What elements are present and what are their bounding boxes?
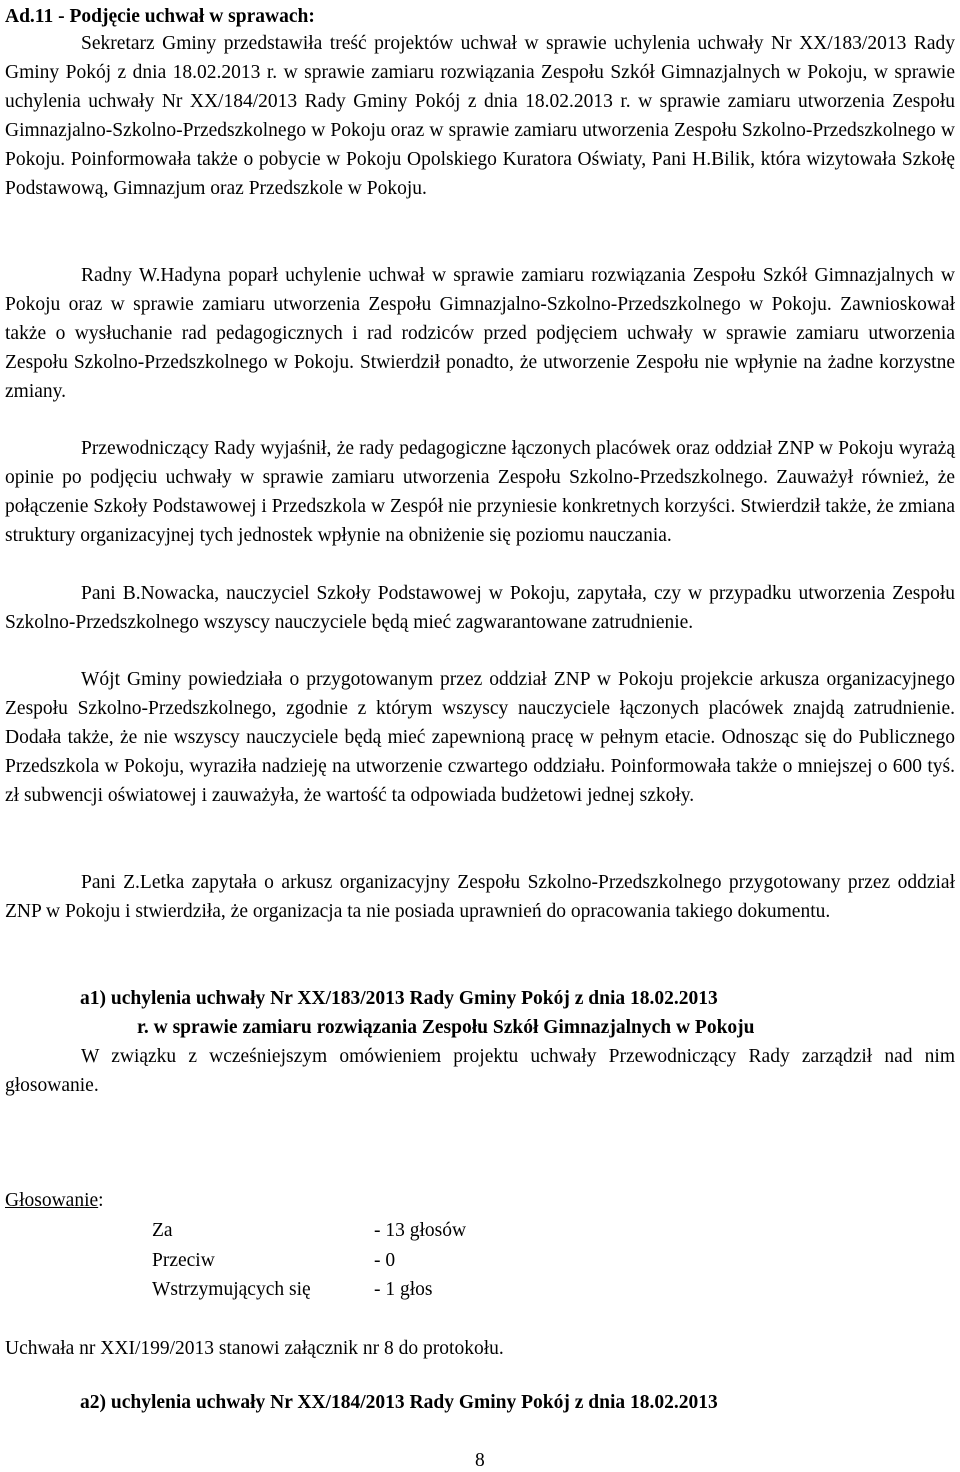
paragraph-nowacka: Pani B.Nowacka, nauczyciel Szkoły Podstawowej w Pokoju, zapytała, czy w przypadku utworzenia Zespołu Szkolno-Przedszkolnego wszyscy nauczyciele będą mieć zagwarantowane zatrudnienie. xyxy=(5,583,955,633)
resolution-note: Uchwała nr XXI/199/2013 stanowi załącznik nr 8 do protokołu. xyxy=(5,1338,504,1359)
paragraph-secretary: Sekretarz Gminy przedstawiła treść projektów uchwał w sprawie uchylenia uchwały Nr XX/183/2013 Rady Gminy Pokój z dnia 18.02.2013 r. w sprawie zamiaru rozwiązania Zespołu Szkół Gimnazjalnych w Pokoju, w sprawie uchylenia uchwały Nr XX/184/2013 Rady Gminy Pokój z dnia 18.02.2013 r. w sprawie zamiaru utworzenia Zespołu Gimnazjalno-Szkolno-Przedszkolnego w Pokoju oraz w sprawie zamiaru utworzenia Zespołu Szkolno-Przedszkolnego w Pokoju. Poinformowała także o pobycie w Pokoju Opolskiego Kuratora Oświaty, Pani H.Bilik, która wizytowała Szkołę Podstawową, Gimnazjum oraz Przedszkole w Pokoju. xyxy=(5,33,955,199)
paragraph-councillor-hadyna: Radny W.Hadyna poparł uchylenie uchwał w sprawie zamiaru rozwiązania Zespołu Szkół Gimnazjalnych w Pokoju oraz w sprawie zamiaru utworzenia Zespołu Gimnazjalno-Szkolno-Przedszkolnego w Pokoju. Zawnioskował także o wysłuchanie rad pedagogicznych i rad rodziców przed podjęciem uchwały w sprawie zamiaru utworzenia Zespołu Szkolno-Przedszkolnego w Pokoju. Stwierdził ponadto, że utworzenie Zespołu nie wpłynie na żadne korzystne zmiany. xyxy=(5,265,955,402)
vote-label-against: Przeciw xyxy=(152,1249,215,1271)
paragraph-chairman: Przewodniczący Rady wyjaśnił, że rady pedagogiczne łączonych placówek oraz oddział ZNP w Pokoju wyrażą opinie po podjęciu uchwały w sprawie zamiaru utworzenia Zespołu Szkolno-Przedszkolnego. Zauważył również, że połączenie Szkoły Podstawowej i Przedszkola w Zespół nie przyniesie konkretnych korzyści. Stwierdził także, że zmiana struktury organizacyjnej tych jednostek wpłynie na obniżenie się poziomu nauczania. xyxy=(5,438,955,546)
voting-label xyxy=(5,1187,104,1215)
voting-label-colon: : xyxy=(98,1190,104,1211)
vote-value-against: - 0 xyxy=(374,1249,396,1271)
voting-results xyxy=(152,1216,466,1305)
subsection-a1-line2: r. w sprawie zamiaru rozwiązania Zespołu Szkół Gimnazjalnych w Pokoju xyxy=(137,1017,755,1038)
vote-value-abstain: - 1 głos xyxy=(374,1279,433,1300)
subsection-a1-line1: a1) uchylenia uchwały Nr XX/183/2013 Rady Gminy Pokój z dnia 18.02.2013 xyxy=(80,988,718,1009)
vote-row-against xyxy=(152,1246,466,1276)
vote-label-for: Za xyxy=(152,1220,173,1241)
paragraph-vote-order: W związku z wcześniejszym omówieniem projektu uchwały Przewodniczący Rady zarządził nad nim głosowanie. xyxy=(5,1046,955,1096)
vote-label-abstain: Wstrzymujących się xyxy=(152,1279,311,1300)
paragraph-letka: Pani Z.Letka zapytała o arkusz organizacyjny Zespołu Szkolno-Przedszkolnego przygotowany przez oddział ZNP w Pokoju i stwierdziła, że organizacja ta nie posiada uprawnień do opracowania takiego dokumentu. xyxy=(5,872,955,922)
document-page xyxy=(5,0,955,1472)
section-heading: Ad.11 - Podjęcie uchwał w sprawach: xyxy=(5,6,315,27)
vote-row-abstain xyxy=(152,1275,466,1305)
paragraph-mayor: Wójt Gminy powiedziała o przygotowanym przez oddział ZNP w Pokoju projekcie arkusza organizacyjnego Zespołu Szkolno-Przedszkolnego, zgodnie z którym wszyscy nauczyciele łączonych placówek znajdą zatrudnienie. Dodała także, że nie wszyscy nauczyciele będą mieć zapewnioną pracę w pełnym etacie. Odnosząc się do Publicznego Przedszkola w Pokoju, wyraziła nadzieję na utworzenie czwartego oddziału. Poinformowała także o mniejszej o 600 tyś. zł subwencji oświatowej i zauważyła, że wartość ta odpowiada budżetowi jednej szkoły. xyxy=(5,669,955,806)
subsection-a1-title xyxy=(5,984,955,1042)
vote-value-for: - 13 głosów xyxy=(374,1220,467,1241)
voting-label-text: Głosowanie xyxy=(5,1190,99,1211)
page-number: 8 xyxy=(475,1450,485,1471)
subsection-a2-title: a2) uchylenia uchwały Nr XX/184/2013 Rady Gminy Pokój z dnia 18.02.2013 xyxy=(80,1392,718,1413)
vote-row-for xyxy=(152,1216,466,1246)
